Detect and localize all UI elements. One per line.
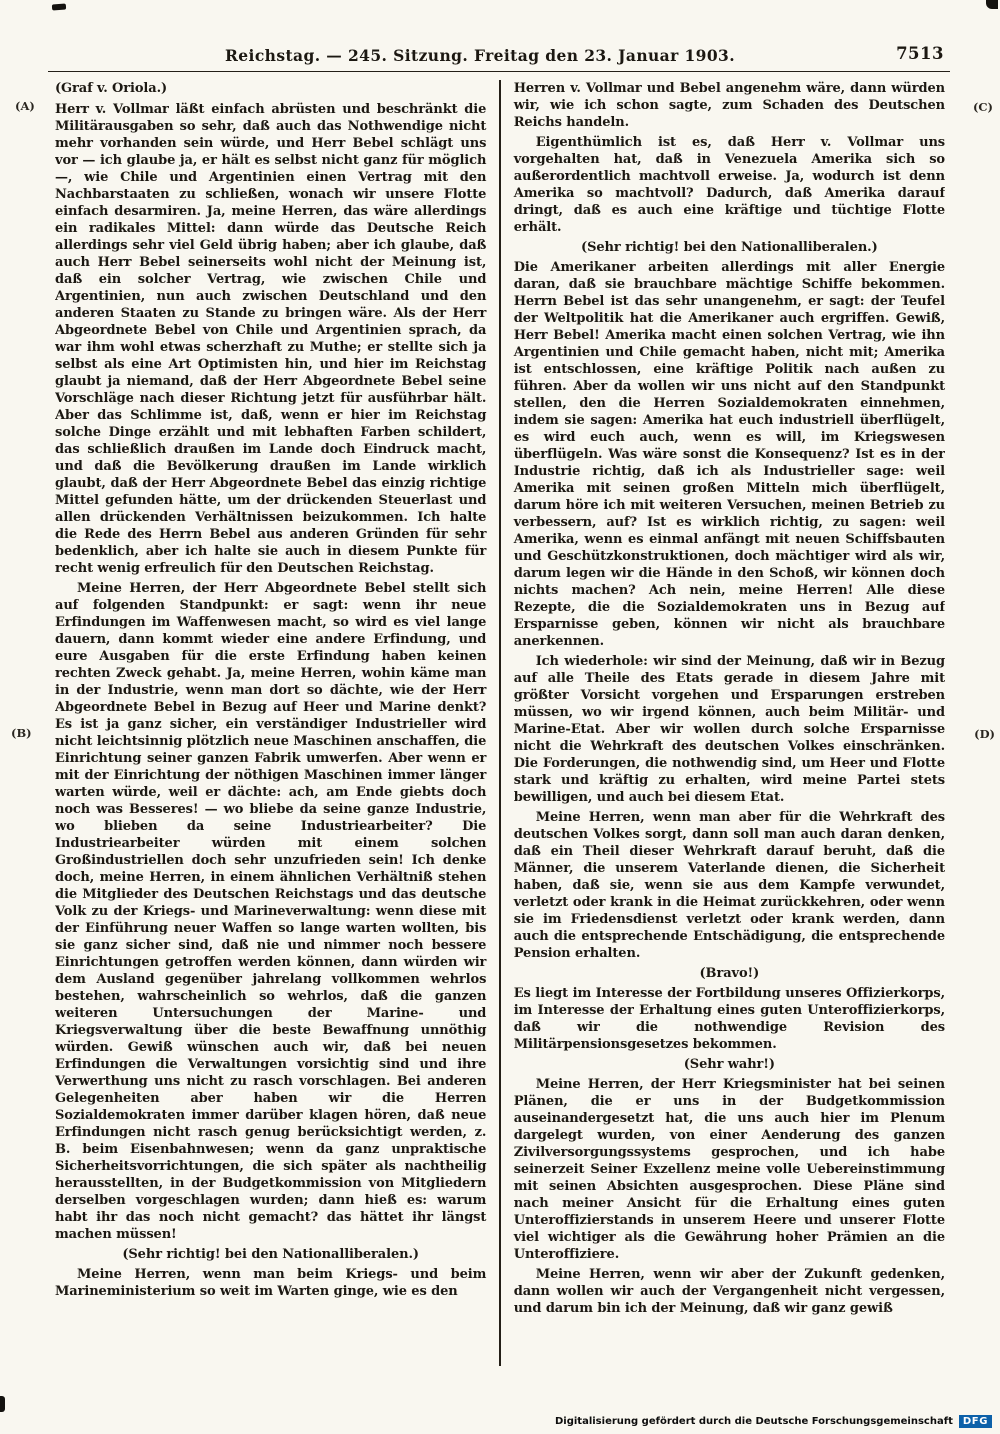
paragraph: Meine Herren, wenn man beim Kriegs- und beim Marineministerium so weit im Warten ginge, wie es den xyxy=(55,1267,487,1299)
paragraph: Meine Herren, wenn wir aber der Zukunft gedenken, dann wollen wir auch der Vergangenheit nicht vergessen, und darum bin ich der Meinung, daß wir ganz gewiß xyxy=(513,1267,946,1316)
stage-direction: (Sehr richtig! bei den Nationalliberalen.) xyxy=(122,1247,419,1262)
paragraph: Es liegt im Interesse der Fortbildung unseres Offizierkorps, im Interesse der Erhaltung eines guten Unteroffizierkorps, daß wir die nothwendige Revision des Militärpensionsgesetzes bekommen. xyxy=(513,986,946,1052)
margin-mark-c: (C) xyxy=(972,100,993,114)
stage-direction: (Sehr richtig! bei den Nationalliberalen.) xyxy=(581,240,878,255)
dfg-logo: DFG xyxy=(959,1415,992,1428)
margin-mark-d: (D) xyxy=(974,727,995,741)
paragraph: Meine Herren, der Herr Abgeordnete Bebel stellt sich auf folgenden Standpunkt: er sagt: wenn ihr neue Erfindungen im Waffenwesen macht, so wird es viel lange dauern, dann kommt wieder eine andere Erfindung, und eure Ausgaben für die erste Erfindung haben keinen rechten Zweck gehabt. Ja, meine Herren, wohin käme man in der Industrie, wenn man dort so dächte, wie der Herr Abgeordnete Bebel in Bezug auf Heer und Marine denkt? Es ist ja ganz sicher, ein verständiger Industrieller wird nicht leichtsinnig plötzlich neue Maschinen anschaffen, die Einrichtung seiner ganzen Fabrik umwerfen. Aber wenn er mit der Einrichtung der nöthigen Maschinen immer länger warten würde, weil er dächte: ach, am Ende giebts doch noch was Besseres! — wo bliebe da seine ganze Industrie, wo blieben da seine Industriearbeiter? Die Industriearbeiter würden mit einem solchen Großindustriellen doch sehr unzufrieden sein! Ich denke doch, meine Herren, in einem ähnlichen Verhältniß stehen die Mitglieder des Deutschen Reichstags und das deutsche Volk zu der Kriegs- und Marineverwaltung: wenn diese mit der Einführung neuer Waffen so lange warten wollten, bis sie ganz sicher sind, daß nie und nimmer noch bessere Einrichtungen getroffen werden können, dann würden wir dem Ausland gegenüber jahrelang vollkommen wehrlos bestehen, wahrscheinlich so wehrlos, daß die ganzen weiteren Untersuchungen der Marine- und Kriegsverwaltung über die beste Bewaffnung unnöthig würden. Gewiß wünschen auch wir, daß bei neuen Erfindungen die Verwaltungen vorsichtig sind und ihre Verwerthung uns nicht zu rasch vorschlagen. Bei anderen Gelegenheiten aber haben wir die Herren Sozialdemokraten immer darüber klagen hören, daß neue Erfindungen nicht rasch genug berücksichtigt werden, z. B. beim Eisenbahnwesen; wenn da ganz unpraktische Sicherheitsvorrichtungen, die sich später als nachtheilig herausstellten, in der Budgetkommission von Mitgliedern derselben vorgeschlagen wurden; dann hieß es: warum habt ihr das noch nicht gemacht? das hättet ihr längst machen müssen! xyxy=(55,581,487,1242)
paragraph: Herren v. Vollmar und Bebel angenehm wäre, dann würden wir, wie ich schon sagte, zum Schaden des Deutschen Reichs handeln. xyxy=(513,81,946,130)
margin-mark-b: (B) xyxy=(11,726,32,740)
right-column xyxy=(501,80,945,1376)
credit-text: Digitalisierung gefördert durch die Deutsche Forschungsgemeinschaft xyxy=(554,1416,953,1427)
scan-artifact xyxy=(986,0,998,9)
page-number: 7513 xyxy=(896,44,944,63)
paragraph: Meine Herren, der Herr Kriegsminister hat bei seinen Plänen, die er uns in der Budgetkommission auseinandergesetzt hat, die uns auch hier im Plenum dargelegt wurden, von einer Aenderung des ganzen Zivilversorgungssystems gesprochen, und ich habe seinerzeit Seiner Exzellenz meine volle Uebereinstimmung mit seinen Absichten ausgesprochen. Diese Pläne sind nach meiner Ansicht für die Erhaltung eines guten Unteroffizierstands in unserem Heere und unserer Flotte viel wichtiger als die Gewährung hoher Prämien an die Unteroffiziere. xyxy=(513,1077,946,1262)
paragraph: Herr v. Vollmar läßt einfach abrüsten und beschränkt die Militärausgaben so sehr, daß auch das Nothwendige nicht mehr vorhanden sein würde, und Herr Bebel schlägt uns vor — ich glaube ja, er hält es selbst nicht ganz für möglich —, wie Chile und Argentinien einen Vertrag mit den Nachbarstaaten zu schließen, wonach wir unsere Flotte einfach desarmiren. Ja, meine Herren, das wäre allerdings ein radikales Mittel: dann würde das Deutsche Reich allerdings sehr viel Geld übrig haben; aber ich glaube, daß auch Herr Bebel seinerseits wohl nicht der Meinung ist, daß ein solcher Vertrag, wie zwischen Chile und Argentinien, nun auch zwischen Deutschland und den anderen Staaten zu Stande zu bringen wäre. Als der Herr Abgeordnete Bebel von Chile und Argentinien sprach, da war ihm wohl etwas scherzhaft zu Muthe; er stellte sich ja selbst als eine Art Optimisten hin, und hier im Reichstag glaubt ja niemand, daß der Herr Abgeordnete Bebel seine Vorschläge nach dieser Richtung jetzt für ausführbar hält. Aber das Schlimme ist, daß, wenn er hier im Reichstag solche Dinge erzählt und mit lebhaften Farben schildert, das schließlich draußen im Lande doch Eindruck macht, und daß die Bevölkerung draußen im Lande wirklich glaubt, daß der Herr Abgeordnete Bebel das einzig richtige Mittel gefunden hätte, um der drückenden Steuerlast und allen drückenden Verhältnissen beizukommen. Ich halte die Rede des Herrn Bebel aus anderen Gründen für sehr bedenklich, aber ich halte sie auch in diesem Punkte für recht wenig erfreulich für den Deutschen Reichstag. xyxy=(55,102,487,576)
paragraph: Die Amerikaner arbeiten allerdings mit aller Energie daran, daß sie brauchbare mächtige Schiffe bekommen. Herrn Bebel ist das sehr unangenehm, er sagt: der Teufel der Weltpolitik hat die Amerikaner auch ergriffen. Gewiß, Herr Bebel! Amerika macht einen solchen Vertrag, wie ihn Argentinien und Chile gemacht haben, nicht mit; Amerika ist entschlossen, eine kräftige Politik nach außen zu führen. Aber da wollen wir uns nicht auf den Standpunkt stellen, den die Herren Sozialdemokraten einnehmen, indem sie sagen: Amerika hat euch industriell überflügelt, es wird euch auch, wenn es will, im Kriegswesen überflügeln. Was wäre sonst die Konsequenz? Ist es in der Industrie richtig, daß ich als Industrieller sage: weil Amerika mit seinen großen Mitteln mich überflügelt, darum höre ich mit weiteren Versuchen, meinen Betrieb zu verbessern, auf? Ist es wirklich richtig, zu sagen: weil Amerika, wenn es einmal anfängt mit neuen Schiffsbauten und Geschützkonstruktionen, doch mächtiger wird als wir, darum legen wir die Hände in den Schoß, wir können doch nichts machen? Ach nein, meine Herren! Alle diese Rezepte, die die Sozialdemokraten uns in Bezug auf Ersparnisse geben, können wir nicht als brauchbare anerkennen. xyxy=(513,260,946,649)
scan-artifact xyxy=(52,4,66,11)
left-column xyxy=(55,80,499,1376)
scan-artifact xyxy=(0,1396,5,1412)
paragraph: Ich wiederhole: wir sind der Meinung, daß wir in Bezug auf alle Theile des Etats gerade in diesem Jahre mit größter Vorsicht vorgehen und Ersparungen erstreben müssen, wo wir irgend können, auch beim Militär- und Marine-Etat. Aber wir wollen durch solche Ersparnisse nicht die Wehrkraft des deutschen Volkes einschränken. Die Forderungen, die nothwendig sind, um Heer und Flotte stark und kräftig zu erhalten, wird meine Partei stets bewilligen, und auch bei diesem Etat. xyxy=(513,654,946,805)
paragraph: Eigenthümlich ist es, daß Herr v. Vollmar uns vorgehalten hat, daß in Venezuela Amerika sich so außerordentlich machtvoll erweise. Ja, wodurch ist denn Amerika so machtvoll? Dadurch, daß Amerika darauf dringt, daß es auch eine kräftige und tüchtige Flotte erhält. xyxy=(513,135,946,235)
speaker-note: (Graf v. Oriola.) xyxy=(55,81,168,96)
text-columns xyxy=(55,80,945,1376)
stage-direction: (Sehr wahr!) xyxy=(683,1057,775,1072)
paragraph: Meine Herren, wenn man aber für die Wehrkraft des deutschen Volkes sorgt, dann soll man auch daran denken, daß ein Theil dieser Wehrkraft darauf beruht, daß die Männer, die unserem Vaterlande dienen, die Sicherheit haben, daß sie, wenn sie aus dem Kampfe verwundet, verletzt oder krank in die Heimat zurückkehren, oder wenn sie im Friedensdienst verletzt oder krank werden, dann auch die entsprechende Entschädigung, die entsprechende Pension erhalten. xyxy=(513,810,946,961)
stage-direction: (Bravo!) xyxy=(699,966,760,981)
margin-mark-a: (A) xyxy=(15,99,35,113)
digitization-credit xyxy=(555,1415,992,1428)
page-header-title: Reichstag. — 245. Sitzung. Freitag den 23. Januar 1903. xyxy=(224,46,736,65)
header-rule xyxy=(48,71,950,72)
